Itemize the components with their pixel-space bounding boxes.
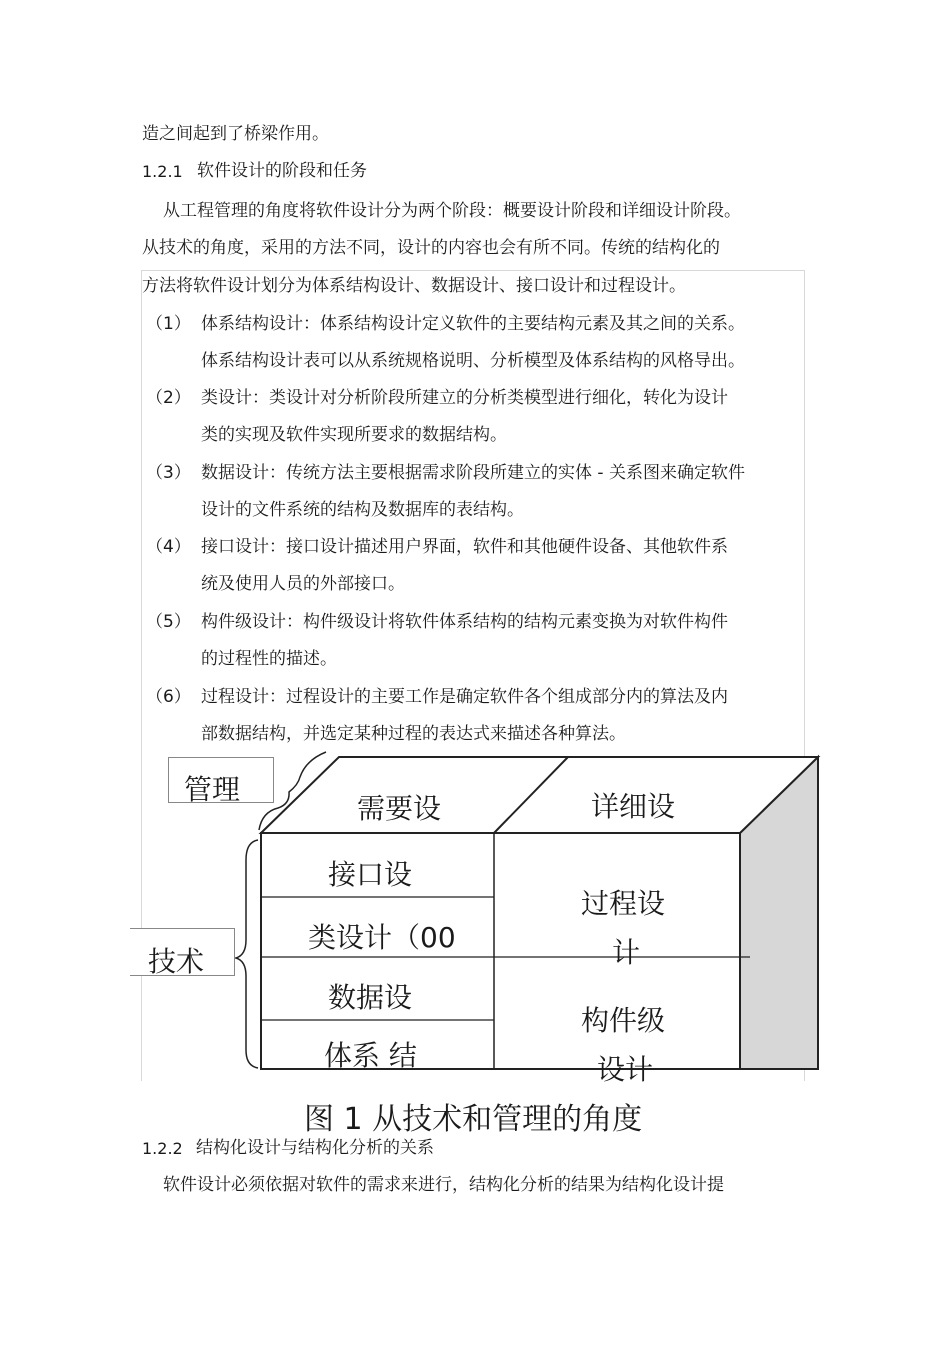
data-design-cell: 数据设 — [328, 981, 413, 1014]
process-design-cell-line-1: 过程设 — [581, 887, 666, 920]
item-6-line-2: 部数据结构，并选定某种过程的表达式来描述各种算法。 — [201, 724, 626, 744]
component-design-cell-line-1: 构件级 — [581, 1004, 666, 1037]
component-design-cell-line-2: 设计 — [597, 1053, 654, 1086]
class-design-cell: 类设计（00 — [308, 921, 456, 954]
intro-tail-text: 造之间起到了桥梁作用。 — [142, 124, 329, 144]
item-3-line-2: 设计的文件系统的结构及数据库的表结构。 — [201, 500, 524, 520]
technology-brace — [236, 840, 258, 1068]
item-1-line-2: 体系结构设计表可以从系统规格说明、分析模型及体系结构的风格导出。 — [201, 351, 745, 371]
item-5-line-1: 构件级设计：构件级设计将软件体系结构的结构元素变换为对软件构件 — [201, 612, 728, 632]
technology-label: 技术 — [148, 945, 205, 978]
item-3-number: （3） — [146, 463, 191, 483]
para-1-line-3: 方法将软件设计划分为体系结构设计、数据设计、接口设计和过程设计。 — [142, 276, 686, 296]
section-2-title: 结构化设计与结构化分析的关系 — [196, 1138, 434, 1158]
item-4-line-1: 接口设计：接口设计描述用户界面，软件和其他硬件设备、其他软件系 — [201, 537, 728, 557]
item-2-line-2: 类的实现及软件实现所要求的数据结构。 — [201, 425, 507, 445]
item-2-number: （2） — [146, 388, 191, 408]
item-4-line-2: 统及使用人员的外部接口。 — [201, 574, 405, 594]
management-label: 管理 — [184, 773, 241, 806]
section-2-number: 1.2.2 — [142, 1139, 183, 1158]
item-5-line-2: 的过程性的描述。 — [201, 649, 337, 669]
item-6-line-1: 过程设计：过程设计的主要工作是确定软件各个组成部分内的算法及内 — [201, 687, 728, 707]
item-5-number: （5） — [146, 612, 191, 632]
top-right-label: 详细设 — [591, 790, 676, 823]
interface-design-cell: 接口设 — [328, 858, 413, 891]
architecture-design-cell: 体系 结 — [324, 1039, 417, 1072]
process-design-cell-line-2: 计 — [612, 936, 641, 969]
figure-caption: 图 1 从技术和管理的角度 — [304, 1102, 643, 1137]
item-6-number: （6） — [146, 687, 191, 707]
item-2-line-1: 类设计：类设计对分析阶段所建立的分析类模型进行细化，转化为设计 — [201, 388, 728, 408]
para-1-line-2: 从技术的角度，采用的方法不同，设计的内容也会有所不同。传统的结构化的 — [142, 238, 720, 258]
item-1-number: （1） — [146, 314, 191, 334]
section-1-title: 软件设计的阶段和任务 — [197, 161, 367, 181]
item-1-line-1: 体系结构设计：体系结构设计定义软件的主要结构元素及其之间的关系。 — [201, 314, 745, 334]
section-1-number: 1.2.1 — [142, 162, 183, 181]
cube-top-face — [261, 757, 818, 833]
para-2-line-1: 软件设计必须依据对软件的需求来进行，结构化分析的结果为结构化设计提 — [163, 1175, 724, 1195]
para-1-line-1: 从工程管理的角度将软件设计分为两个阶段：概要设计阶段和详细设计阶段。 — [163, 201, 741, 221]
item-3-line-1: 数据设计：传统方法主要根据需求阶段所建立的实体 - 关系图来确定软件 — [201, 463, 745, 483]
top-left-label: 需要设 — [357, 792, 442, 825]
item-4-number: （4） — [146, 537, 191, 557]
